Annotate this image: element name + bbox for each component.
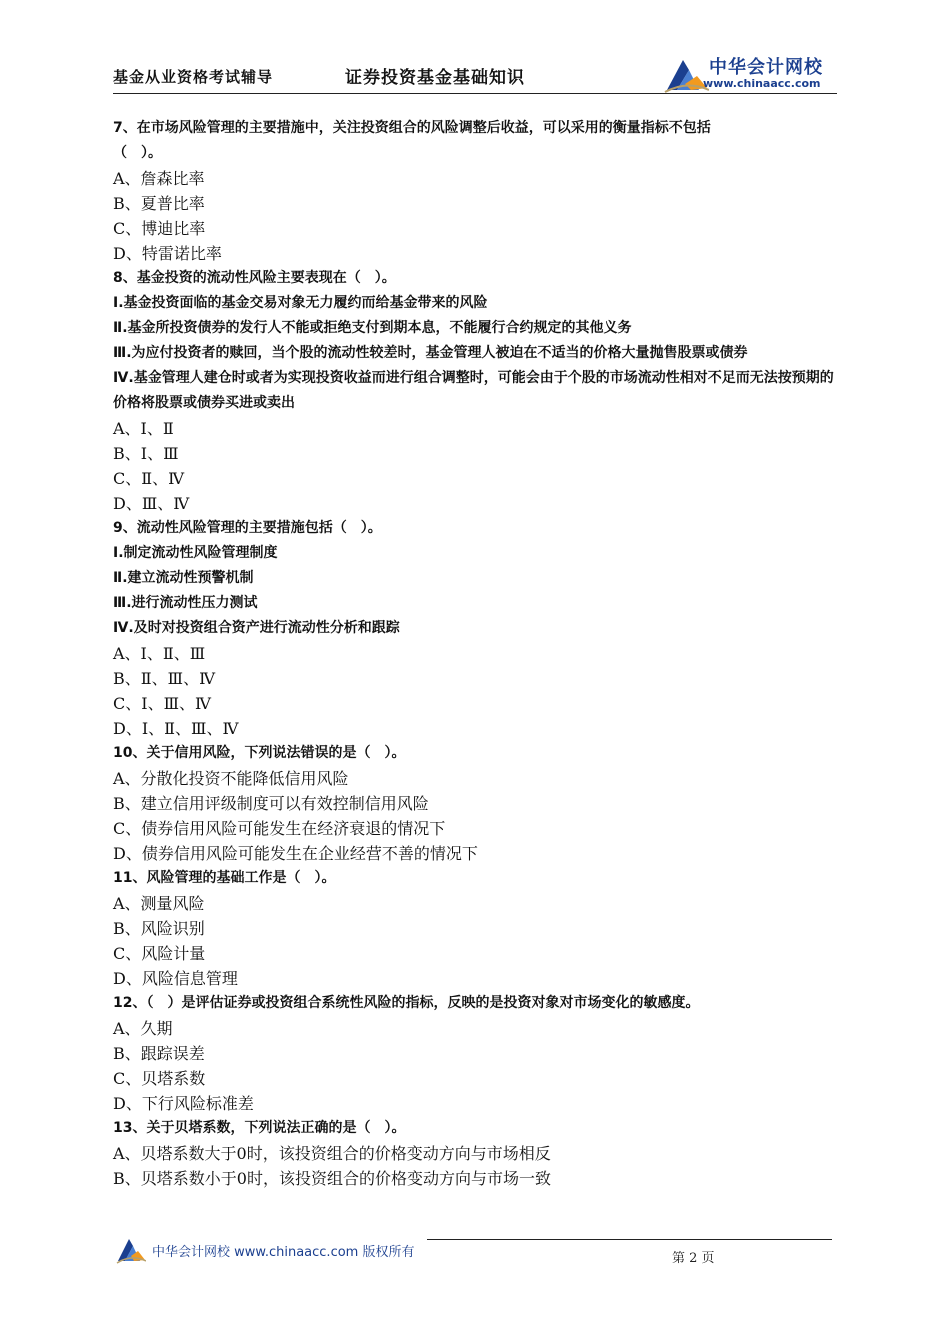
- question-9-option-d: D、Ⅰ、Ⅱ、Ⅲ、Ⅳ: [113, 719, 239, 738]
- question-12-option-d: D、下行风险标准差: [113, 1094, 254, 1113]
- question-8-statement-2: Ⅱ.基金所投资债券的发行人不能或拒绝支付到期本息，不能履行合约规定的其他义务: [113, 320, 632, 336]
- page-number: 第 2 页: [672, 1251, 715, 1266]
- header-divider: [113, 93, 837, 94]
- question-10-stem: 10、关于信用风险，下列说法错误的是（ ）。: [113, 745, 406, 761]
- question-8-option-b: B、Ⅰ、Ⅲ: [113, 444, 179, 463]
- question-11-option-d: D、风险信息管理: [113, 969, 238, 988]
- question-10-option-d: D、债券信用风险可能发生在企业经营不善的情况下: [113, 844, 478, 863]
- question-7-stem-line2: （ ）。: [113, 145, 162, 161]
- question-9-stem: 9、流动性风险管理的主要措施包括（ ）。: [113, 520, 382, 536]
- question-8-stem: 8、基金投资的流动性风险主要表现在（ ）。: [113, 270, 396, 286]
- question-13-stem: 13、关于贝塔系数，下列说法正确的是（ ）。: [113, 1120, 406, 1136]
- question-8-statement-3: Ⅲ.为应付投资者的赎回，当个股的流动性较差时，基金管理人被迫在不适当的价格大量抛售股票或债券: [113, 345, 748, 361]
- question-7-option-d: D、特雷诺比率: [113, 244, 222, 263]
- question-11-option-c: C、风险计量: [113, 944, 206, 963]
- question-10-option-a: A、分散化投资不能降低信用风险: [113, 769, 349, 788]
- question-8-statement-4: Ⅳ.基金管理人建仓时或者为实现投资收益而进行组合调整时，可能会由于个股的市场流动性相对不足而无法按预期的价格将股票或债券买进或卖出: [113, 370, 834, 411]
- chinaacc-logo[interactable]: [663, 52, 837, 94]
- question-12-stem: 12、（ ）是评估证券或投资组合系统性风险的指标，反映的是投资对象对市场变化的敏感度。: [113, 995, 700, 1011]
- question-9-statement-3: Ⅲ.进行流动性压力测试: [113, 595, 258, 611]
- question-13-option-b: B、贝塔系数小于0时，该投资组合的价格变动方向与市场一致: [113, 1169, 551, 1188]
- question-10-option-c: C、债券信用风险可能发生在经济衰退的情况下: [113, 819, 446, 838]
- question-9-statement-1: Ⅰ.制定流动性风险管理制度: [113, 545, 278, 561]
- page-header: [113, 58, 837, 94]
- question-9-option-a: A、Ⅰ、Ⅱ、Ⅲ: [113, 644, 206, 663]
- question-7-option-b: B、夏普比率: [113, 194, 205, 213]
- question-12-option-c: C、贝塔系数: [113, 1069, 206, 1088]
- question-8-statement-1: Ⅰ.基金投资面临的基金交易对象无力履约而给基金带来的风险: [113, 295, 488, 311]
- question-8-option-c: C、Ⅱ、Ⅳ: [113, 469, 185, 488]
- footer-divider: [427, 1239, 832, 1240]
- header-subject-title: 证券投资基金基础知识: [345, 68, 525, 88]
- footer-copyright: 中华会计网校 www.chinaacc.com 版权所有: [152, 1245, 415, 1260]
- question-12-option-a: A、久期: [113, 1019, 173, 1038]
- question-12-option-b: B、跟踪误差: [113, 1044, 205, 1063]
- question-9-statement-4: Ⅳ.及时对投资组合资产进行流动性分析和跟踪: [113, 620, 400, 636]
- question-11-option-a: A、测量风险: [113, 894, 205, 913]
- question-8-option-d: D、Ⅲ、Ⅳ: [113, 494, 190, 513]
- question-9-statement-2: Ⅱ.建立流动性预警机制: [113, 570, 254, 586]
- question-7-option-a: A、詹森比率: [113, 169, 205, 188]
- logo-url: www.chinaacc.com: [703, 77, 821, 90]
- logo-text: 中华会计网校: [709, 57, 823, 78]
- question-7-stem-line1: 7、在市场风险管理的主要措施中，关注投资组合的风险调整后收益，可以采用的衡量指标不包括: [113, 120, 711, 136]
- question-11-option-b: B、风险识别: [113, 919, 205, 938]
- footer-logo-icon: [116, 1234, 146, 1264]
- question-11-stem: 11、风险管理的基础工作是（ ）。: [113, 870, 336, 886]
- question-list: [113, 116, 843, 1191]
- question-7-option-c: C、博迪比率: [113, 219, 206, 238]
- header-course-title: 基金从业资格考试辅导: [113, 68, 274, 86]
- question-8-option-a: A、Ⅰ、Ⅱ: [113, 419, 174, 438]
- question-13-option-a: A、贝塔系数大于0时，该投资组合的价格变动方向与市场相反: [113, 1144, 551, 1163]
- question-9-option-b: B、Ⅱ、Ⅲ、Ⅳ: [113, 669, 216, 688]
- question-10-option-b: B、建立信用评级制度可以有效控制信用风险: [113, 794, 429, 813]
- question-9-option-c: C、Ⅰ、Ⅲ、Ⅳ: [113, 694, 211, 713]
